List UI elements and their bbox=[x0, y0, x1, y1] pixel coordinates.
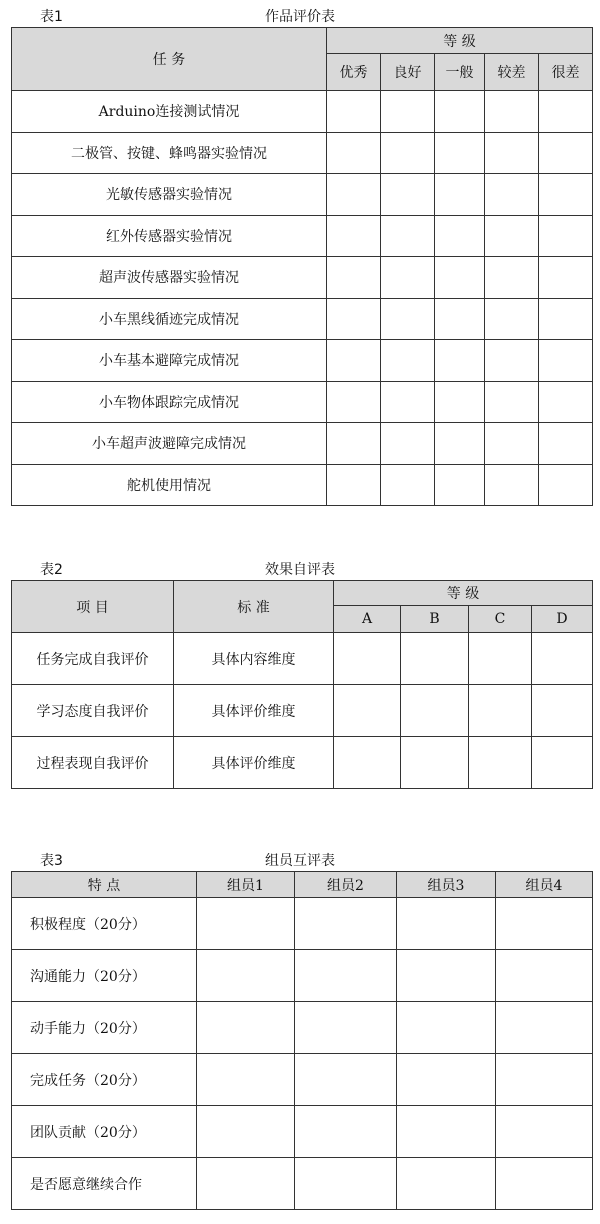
table3-score-cell[interactable] bbox=[397, 898, 496, 950]
table2-standard-label: 具体评价维度 bbox=[174, 737, 334, 789]
table2-standard-label: 具体评价维度 bbox=[174, 685, 334, 737]
table1-grade-cell[interactable] bbox=[485, 215, 539, 257]
table2-grade-cell[interactable] bbox=[334, 685, 401, 737]
table1-grade-cell[interactable] bbox=[435, 340, 485, 382]
table3-score-cell[interactable] bbox=[295, 898, 397, 950]
table3-header-trait: 特 点 bbox=[12, 872, 197, 898]
table3-score-cell[interactable] bbox=[496, 1054, 593, 1106]
table1-grade-cell[interactable] bbox=[485, 381, 539, 423]
table2-row bbox=[12, 737, 593, 789]
table2-grade-header: D bbox=[532, 606, 593, 633]
table2-grade-cell[interactable] bbox=[469, 633, 532, 685]
table1-grade-header: 较差 bbox=[485, 54, 539, 91]
table1-grade-cell[interactable] bbox=[539, 423, 593, 465]
table1-title: 作品评价表 bbox=[265, 9, 335, 25]
table1-task-label: 红外传感器实验情况 bbox=[12, 215, 327, 257]
table3-trait-label: 团队贡献（20分） bbox=[12, 1106, 197, 1158]
table1-grade-cell[interactable] bbox=[381, 91, 435, 133]
table1-header-grade: 等 级 bbox=[327, 28, 593, 54]
table1-task-label: 超声波传感器实验情况 bbox=[12, 257, 327, 299]
table3-row bbox=[12, 1106, 593, 1158]
table3-trait-label: 积极程度（20分） bbox=[12, 898, 197, 950]
table1-grade-cell[interactable] bbox=[435, 381, 485, 423]
table1-grade-cell[interactable] bbox=[381, 464, 435, 506]
table1-task-label: Arduino连接测试情况 bbox=[12, 91, 327, 133]
table1-row bbox=[12, 257, 593, 299]
table1-grade-cell[interactable] bbox=[381, 340, 435, 382]
table1-grade-cell[interactable] bbox=[435, 423, 485, 465]
table1-grade-cell[interactable] bbox=[435, 464, 485, 506]
table1-task-label: 小车超声波避障完成情况 bbox=[12, 423, 327, 465]
table1-row bbox=[12, 381, 593, 423]
table3-member-header: 组员2 bbox=[295, 872, 397, 898]
table1-row bbox=[12, 340, 593, 382]
table3-score-cell[interactable] bbox=[397, 1158, 496, 1210]
table1-grade-cell[interactable] bbox=[485, 340, 539, 382]
table1-row bbox=[12, 423, 593, 465]
table1-grade-cell[interactable] bbox=[381, 215, 435, 257]
table2-grade-cell[interactable] bbox=[401, 685, 469, 737]
table1-grade-cell[interactable] bbox=[327, 257, 381, 299]
table3-row bbox=[12, 1054, 593, 1106]
table1-grade-cell[interactable] bbox=[485, 464, 539, 506]
table1-grade-cell[interactable] bbox=[327, 298, 381, 340]
table3-score-cell[interactable] bbox=[197, 1106, 295, 1158]
table1-grade-cell[interactable] bbox=[381, 381, 435, 423]
table3-score-cell[interactable] bbox=[295, 950, 397, 1002]
table1-task-label: 舵机使用情况 bbox=[12, 464, 327, 506]
table1-grade-header: 很差 bbox=[539, 54, 593, 91]
table2-header-item: 项 目 bbox=[12, 581, 174, 633]
table2-grade-header: B bbox=[401, 606, 469, 633]
table2-grade-cell[interactable] bbox=[469, 685, 532, 737]
table1-number: 表1 bbox=[40, 9, 63, 25]
table2-grade-cell[interactable] bbox=[532, 737, 593, 789]
table1-grade-cell[interactable] bbox=[435, 91, 485, 133]
table1-grade-cell[interactable] bbox=[485, 423, 539, 465]
table2-title: 效果自评表 bbox=[265, 562, 335, 578]
table1-grade-header: 一般 bbox=[435, 54, 485, 91]
table2-grade-cell[interactable] bbox=[401, 633, 469, 685]
table2-grade-cell[interactable] bbox=[334, 737, 401, 789]
table1-grade-cell[interactable] bbox=[381, 423, 435, 465]
table3-number: 表3 bbox=[40, 853, 63, 869]
table1-task-label: 小车物体跟踪完成情况 bbox=[12, 381, 327, 423]
table1-grade-cell[interactable] bbox=[435, 174, 485, 216]
table2-number: 表2 bbox=[40, 562, 63, 578]
table1-row bbox=[12, 215, 593, 257]
table1-grade-cell[interactable] bbox=[381, 298, 435, 340]
table1-grade-cell[interactable] bbox=[327, 464, 381, 506]
table1-grade-cell[interactable] bbox=[485, 132, 539, 174]
table1-grade-cell[interactable] bbox=[435, 215, 485, 257]
table1-grade-cell[interactable] bbox=[539, 91, 593, 133]
table3-score-cell[interactable] bbox=[496, 1158, 593, 1210]
table1-task-label: 光敏传感器实验情况 bbox=[12, 174, 327, 216]
table3-score-cell[interactable] bbox=[496, 1106, 593, 1158]
table3-score-cell[interactable] bbox=[397, 950, 496, 1002]
table2-row bbox=[12, 685, 593, 737]
table2-standard-label: 具体内容维度 bbox=[174, 633, 334, 685]
table2-self-evaluation bbox=[11, 580, 593, 789]
table3-score-cell[interactable] bbox=[496, 1002, 593, 1054]
table3-score-cell[interactable] bbox=[295, 1054, 397, 1106]
table1-grade-cell[interactable] bbox=[327, 132, 381, 174]
table2-item-label: 学习态度自我评价 bbox=[12, 685, 174, 737]
table1-grade-cell[interactable] bbox=[539, 298, 593, 340]
table2-item-label: 过程表现自我评价 bbox=[12, 737, 174, 789]
table3-member-header: 组员1 bbox=[197, 872, 295, 898]
table3-score-cell[interactable] bbox=[197, 1002, 295, 1054]
table2-grade-cell[interactable] bbox=[532, 633, 593, 685]
table2-grade-cell[interactable] bbox=[401, 737, 469, 789]
table1-grade-cell[interactable] bbox=[327, 91, 381, 133]
table1-grade-cell[interactable] bbox=[539, 215, 593, 257]
table3-score-cell[interactable] bbox=[496, 898, 593, 950]
table1-grade-cell[interactable] bbox=[539, 257, 593, 299]
table1-grade-cell[interactable] bbox=[435, 132, 485, 174]
table1-grade-cell[interactable] bbox=[327, 340, 381, 382]
table1-grade-cell[interactable] bbox=[381, 132, 435, 174]
table1-row bbox=[12, 91, 593, 133]
table3-score-cell[interactable] bbox=[295, 1106, 397, 1158]
table3-score-cell[interactable] bbox=[295, 1002, 397, 1054]
table2-row bbox=[12, 633, 593, 685]
table1-grade-cell[interactable] bbox=[327, 423, 381, 465]
table2-item-label: 任务完成自我评价 bbox=[12, 633, 174, 685]
table3-title: 组员互评表 bbox=[265, 853, 335, 869]
table3-score-cell[interactable] bbox=[397, 1002, 496, 1054]
table2-header-grade: 等 级 bbox=[334, 581, 593, 606]
table3-member-header: 组员4 bbox=[496, 872, 593, 898]
table3-peer-evaluation bbox=[11, 871, 593, 1210]
table1-grade-cell[interactable] bbox=[539, 174, 593, 216]
table1-grade-cell[interactable] bbox=[485, 298, 539, 340]
table3-score-cell[interactable] bbox=[496, 950, 593, 1002]
table1-grade-header: 良好 bbox=[381, 54, 435, 91]
table1-grade-cell[interactable] bbox=[539, 464, 593, 506]
table1-grade-cell[interactable] bbox=[435, 298, 485, 340]
table1-row bbox=[12, 298, 593, 340]
table1-task-label: 小车黑线循迹完成情况 bbox=[12, 298, 327, 340]
table3-row bbox=[12, 1158, 593, 1210]
table1-header-task: 任 务 bbox=[12, 28, 327, 91]
table1-task-label: 小车基本避障完成情况 bbox=[12, 340, 327, 382]
table2-grade-cell[interactable] bbox=[334, 633, 401, 685]
table1-grade-cell[interactable] bbox=[327, 174, 381, 216]
table1-grade-cell[interactable] bbox=[327, 215, 381, 257]
table1-grade-cell[interactable] bbox=[435, 257, 485, 299]
table2-grade-header: A bbox=[334, 606, 401, 633]
table1-grade-cell[interactable] bbox=[485, 174, 539, 216]
table1-row bbox=[12, 464, 593, 506]
table1-task-label: 二极管、按键、蜂鸣器实验情况 bbox=[12, 132, 327, 174]
table1-grade-cell[interactable] bbox=[539, 132, 593, 174]
table1-grade-cell[interactable] bbox=[485, 91, 539, 133]
table3-row bbox=[12, 950, 593, 1002]
table3-member-header: 组员3 bbox=[397, 872, 496, 898]
table1-grade-cell[interactable] bbox=[485, 257, 539, 299]
table2-grade-header: C bbox=[469, 606, 532, 633]
table3-trait-label: 动手能力（20分） bbox=[12, 1002, 197, 1054]
table1-row bbox=[12, 174, 593, 216]
table3-score-cell[interactable] bbox=[197, 1158, 295, 1210]
table1-grade-cell[interactable] bbox=[327, 381, 381, 423]
table3-score-cell[interactable] bbox=[397, 1106, 496, 1158]
table2-grade-cell[interactable] bbox=[469, 737, 532, 789]
table1-grade-cell[interactable] bbox=[381, 174, 435, 216]
table2-grade-cell[interactable] bbox=[532, 685, 593, 737]
table3-row bbox=[12, 1002, 593, 1054]
table1-row bbox=[12, 132, 593, 174]
table3-score-cell[interactable] bbox=[197, 950, 295, 1002]
table3-score-cell[interactable] bbox=[295, 1158, 397, 1210]
table1-work-evaluation bbox=[11, 27, 593, 506]
table3-score-cell[interactable] bbox=[197, 1054, 295, 1106]
table1-grade-cell[interactable] bbox=[381, 257, 435, 299]
table3-trait-label: 沟通能力（20分） bbox=[12, 950, 197, 1002]
table3-trait-label: 完成任务（20分） bbox=[12, 1054, 197, 1106]
table3-score-cell[interactable] bbox=[397, 1054, 496, 1106]
table1-grade-header: 优秀 bbox=[327, 54, 381, 91]
table1-grade-cell[interactable] bbox=[539, 340, 593, 382]
table1-grade-cell[interactable] bbox=[539, 381, 593, 423]
table2-header-standard: 标 准 bbox=[174, 581, 334, 633]
table3-score-cell[interactable] bbox=[197, 898, 295, 950]
table3-row bbox=[12, 898, 593, 950]
table3-trait-label: 是否愿意继续合作 bbox=[12, 1158, 197, 1210]
